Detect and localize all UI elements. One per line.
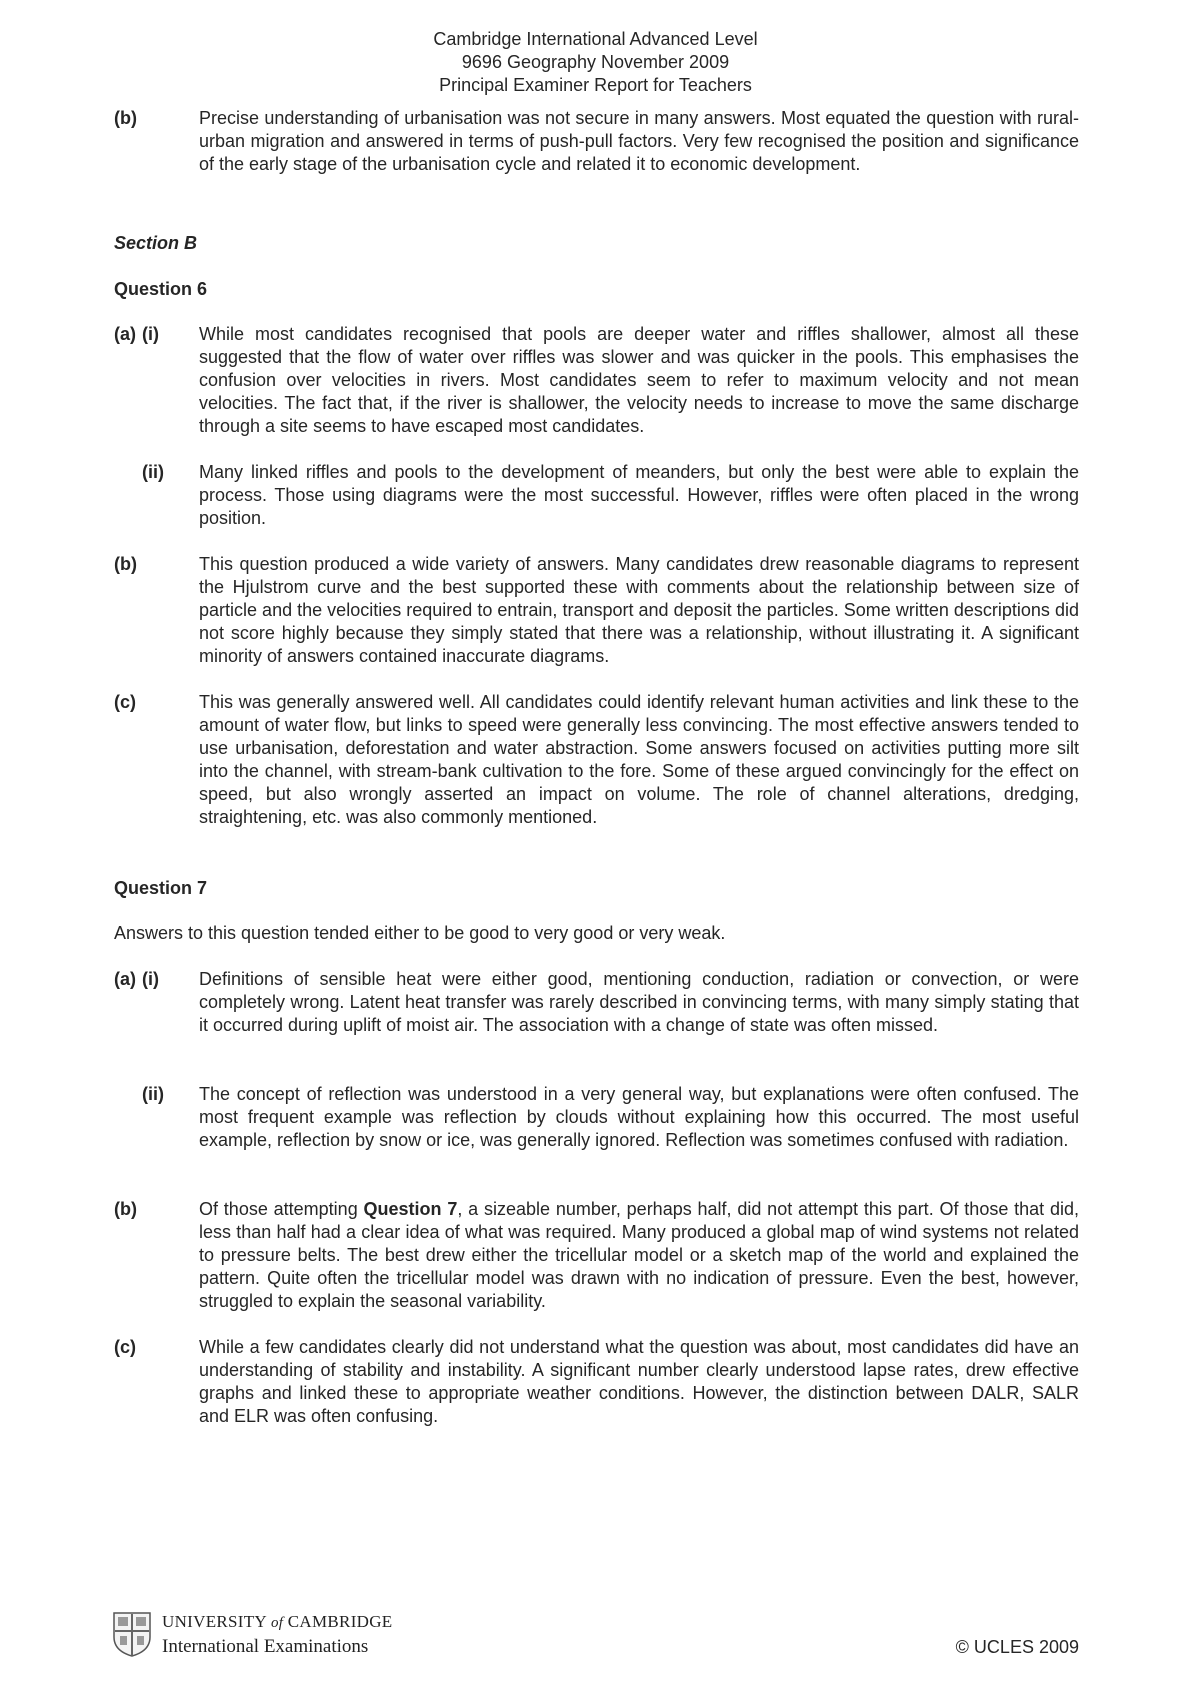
header-line-3: Principal Examiner Report for Teachers xyxy=(439,75,752,95)
subpart-label: (i) xyxy=(142,969,159,989)
part-label: (a) xyxy=(114,324,136,344)
logo-word-of: of xyxy=(270,1615,284,1631)
header-line-1: Cambridge International Advanced Level xyxy=(433,29,758,49)
subpart-label: (i) xyxy=(142,324,159,344)
part-text: The concept of reflection was understood in a very general way, but explanations were often confused. The most frequent example was reflection by clouds without explaining how this occurred. The most useful example, reflection by snow or ice, was generally ignored. Reflection was sometimes confused with radiation. xyxy=(199,1084,1079,1150)
bold-reference: Question 7 xyxy=(363,1199,458,1219)
part-text: Precise understanding of urbanisation was not secure in many answers. Most equated the question with rural-urban migration and answered in terms of push-pull factors. Very few recognised the position and significance of the early stage of the urbanisation cycle and related it to economic development. xyxy=(199,108,1079,174)
part-label: (b) xyxy=(114,1199,137,1219)
q6-part-c xyxy=(114,691,1079,829)
part-text: This question produced a wide variety of answers. Many candidates drew reasonable diagrams to represent the Hjulstrom curve and the best supported these with comments about the relationship between size of particle and the velocities required to entrain, transport and deposit the particles. Some written descriptions did not score highly because they simply stated that there was a relationship, without illustrating it. A significant minority of answers contained inaccurate diagrams. xyxy=(199,554,1079,666)
logo-word-cambridge: CAMBRIDGE xyxy=(287,1612,393,1631)
part-text: While a few candidates clearly did not understand what the question was about, most candidates did have an understanding of stability and instability. A significant number clearly understood lapse rates, drew effective graphs and linked these to appropriate weather conditions. However, the distinction between DALR, SALR and ELR was often confusing. xyxy=(199,1337,1079,1426)
text-segment: Of those attempting xyxy=(199,1199,364,1219)
part-text: Many linked riffles and pools to the development of meanders, but only the best were able to explain the process. Those using diagrams were the most successful. However, riffles were often placed in the wrong position. xyxy=(199,462,1079,528)
logo-word-university: UNIVERSITY xyxy=(162,1612,267,1631)
question-6-heading: Question 6 xyxy=(114,279,208,299)
q5-part-b xyxy=(114,107,1079,176)
text-segment: , a sizeable number, perhaps half, did not attempt this part. Of those that did, less than half had a clear idea of what was required. Many produced a global map of wind systems not related to pressure belts. The best drew either the tricellular model or a sketch map of the world and explained the pattern. Quite often the tricellular model was drawn with no indication of pressure. Even the best, however, struggled to explain the seasonal variability. xyxy=(199,1199,1080,1311)
part-label: (b) xyxy=(114,108,137,128)
logo-line-1 xyxy=(162,1610,393,1635)
copyright-notice: © UCLES 2009 xyxy=(955,1637,1079,1657)
q6-part-a-i xyxy=(114,323,1079,438)
part-label: (c) xyxy=(114,1337,136,1357)
subpart-label: (ii) xyxy=(142,1084,164,1104)
university-logo xyxy=(112,1609,393,1659)
q7-part-a-ii xyxy=(114,1083,1079,1152)
part-text: This was generally answered well. All candidates could identify relevant human activities and link these to the amount of water flow, but links to speed were generally less convincing. The most effective answers tended to use urbanisation, deforestation and water abstraction. Some answers focused on activities putting more silt into the channel, with stream-bank cultivation to the fore. Some of these argued convincingly for the effect on speed, but also wrongly asserted an impact on volume. The role of channel alterations, dredging, straightening, etc. was also commonly mentioned. xyxy=(199,692,1079,827)
page-header xyxy=(0,28,1191,97)
q7-part-a-i xyxy=(114,968,1079,1037)
q6-part-a-ii xyxy=(114,461,1079,530)
part-label: (c) xyxy=(114,692,136,712)
question-7-intro: Answers to this question tended either to be good to very good or very weak. xyxy=(114,923,726,943)
q7-part-b xyxy=(114,1198,1079,1313)
part-text: Definitions of sensible heat were either good, mentioning conduction, radiation or convection, or were completely wrong. Latent heat transfer was rarely described in convincing terms, with many simply stating that it occurred during uplift of moist air. The association with a change of state was often missed. xyxy=(199,969,1079,1035)
part-label: (b) xyxy=(114,554,137,574)
q7-part-c xyxy=(114,1336,1079,1428)
header-line-2: 9696 Geography November 2009 xyxy=(461,52,730,72)
part-text: While most candidates recognised that pools are deeper water and riffles shallower, almost all these suggested that the flow of water over riffles was slower and was quicker in the pools. This emphasises the confusion over velocities in rivers. Most candidates seem to refer to maximum velocity and not mean velocities. The fact that, if the river is shallower, the velocity needs to increase to move the same discharge through a site seems to have escaped most candidates. xyxy=(199,324,1079,436)
crest-icon xyxy=(112,1611,152,1657)
section-heading: Section B xyxy=(114,233,198,253)
subpart-label: (ii) xyxy=(142,462,164,482)
q6-part-b xyxy=(114,553,1079,668)
part-text xyxy=(199,1198,1079,1313)
question-7-heading: Question 7 xyxy=(114,878,208,898)
logo-line-2: International Examinations xyxy=(162,1636,369,1657)
part-label: (a) xyxy=(114,969,136,989)
